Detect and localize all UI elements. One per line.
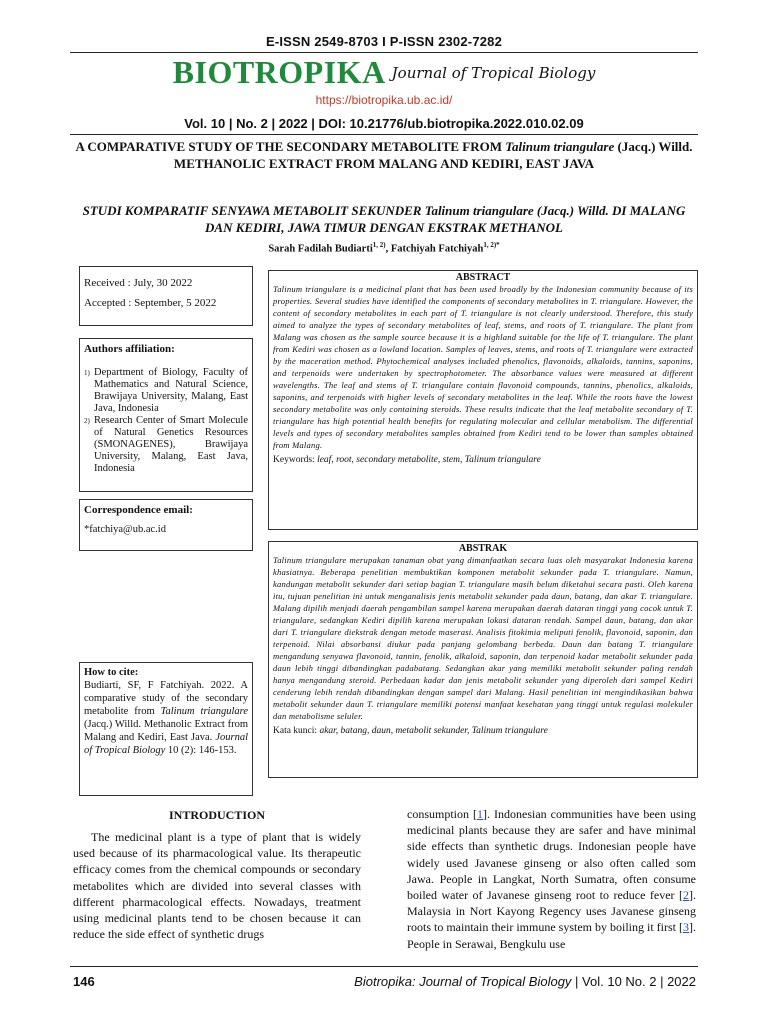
kata-kunci-label: Kata kunci:: [273, 726, 320, 736]
cite-part1: Budiarti, SF, F Fatchiyah. 2022. A comparative study of the secondary metabolite from: [84, 680, 248, 717]
footer-issue: | Vol. 10 No. 2 | 2022: [571, 974, 696, 989]
author-2-affil: 1, 2)*: [483, 241, 500, 249]
article-title-indonesian: STUDI KOMPARATIF SENYAWA METABOLIT SEKUNDER Talinum triangulare (Jacq.) Willd. DI MALANG DAN KEDIRI, JAWA TIMUR DENGAN EKSTRAK METHANOL: [82, 203, 686, 235]
affiliation-heading: Authors affiliation:: [84, 343, 175, 355]
dates-box: [79, 266, 253, 326]
article-title-english: [70, 138, 698, 172]
cite-text: [84, 679, 248, 757]
affiliation-box: [79, 338, 253, 492]
introduction-left-column: The medicinal plant is a type of plant that is widely used because of its pharmacological value. Its therapeutic efficacy comes from the chemical compounds or secondary metabolites which are divided into several classes with different pharmacological effects. Nowadays, treatment using medicinal plants tend to be chosen because it can reduce the side effect of synthetic drugs: [73, 830, 361, 942]
keywords-list: leaf, root, secondary metabolite, stem, Talinum triangulare: [317, 455, 541, 465]
author-separator: ,: [385, 243, 391, 255]
intro-right-part4: ]. People in Serawai, Bengkulu use: [407, 920, 696, 951]
intro-right-part1: consumption [: [407, 807, 478, 821]
author-line: [70, 241, 698, 255]
correspondence-email[interactable]: *fatchiya@ub.ac.id: [84, 524, 166, 535]
intro-right-part3: ]. Malaysia in Nort Kayong Regency uses Javanese ginseng roots to maintain their immune system by boiling it first [: [407, 888, 696, 935]
title-en-species: Talinum triangulare: [505, 139, 615, 154]
footer-rule: [70, 966, 698, 967]
cite-species: Talinum triangulare: [160, 706, 248, 717]
title-en-part1: A COMPARATIVE STUDY OF THE SECONDARY METABOLITE FROM: [75, 139, 506, 154]
abstract-box: [268, 270, 698, 530]
footer-journal: [354, 974, 696, 989]
abstrak-keywords: [273, 726, 693, 736]
abstrak-body: Talinum triangulare merupakan tanaman obat yang dimanfaatkan secara luas oleh masyarakat Indonesia karena khasiatnya. Beberapa penelitian membuktikan komponen metabolit sekunder pada T. triangulare. Namun, kandungan metabolit sekunder dari setiap bagian T. triangulare masih belum diketahui secara pasti. Oleh karena itu, tujuan penelitian ini untuk menganalisis jenis metabolit sekunder pada daun, batang, dan akar T. triangulare. Malang dipilih menjadi daerah pengambilan sampel karena merupakan daerah dataran tinggi yang cocok untuk T. triangulare, sedangkan Kediri dipilih karena merupakan lokasi dataran rendah. Sampel daun, batang, dan akar dari T. triangulare diekstrak dengan metode maserasi. Analisis fitokimia meliputi fenolik, flavonoid, saponin, dan terpenoid. Nilai absorbansi diukur pada panjang gelombang berbeda. Daun dan batang T. triangulare mengandung senyawa flavonoid, tannin, fenolik, alkaloid, saponin, dan terpenoid kadar metabolit sekunder pada daun lebih tinggi dibandingkan padabatang. Sedangkan akar yang memiliki metabolit sekunder paling rendah hanya mengandung steroid. Perbedaan kadar dan jenis metabolit sekunder yang diperoleh dari sampel Kediri cenderung lebih rendah dibandingkan dengan sampel dari Malang. Hasil penelitian ini mengindikasikan bahwa metabolit sekunder daun T. triangulare memiliki potensi manfaat kesehatan yang tinggi untuk regulasi molekuler dan metabolisme seluler.: [273, 555, 693, 721]
footer-journal-name: Biotropika: Journal of Tropical Biology: [354, 974, 572, 989]
correspondence-box: [79, 499, 253, 551]
intro-right-part2: ]. Indonesian communities have been using medicinal plants because they are safer and have minimal side effects than synthetic drugs. Indonesian people have widely used Javanese ginseng or also often called som Jawa. People in Langkat, North Sumatra, often consume boiled water of Javanese ginseng root to reduce fever [: [407, 807, 697, 903]
title-en-part2: (Jacq.) Willd. METHANOLIC EXTRACT FROM MALANG AND KEDIRI, EAST JAVA: [173, 139, 693, 171]
affiliation-1-num: 1): [84, 369, 90, 377]
issn-line: E-ISSN 2549-8703 I P-ISSN 2302-7282: [265, 34, 503, 49]
abstract-keywords: [273, 455, 693, 465]
cite-journal: Journal of Tropical Biology: [84, 732, 248, 756]
introduction-right-column: [407, 806, 696, 952]
affiliation-2-text: Research Center of Smart Molecule of Natural Genetics Resources (SMONAGENES), Brawijaya University, Malang, East Java, Indonesia: [94, 415, 248, 474]
author-1: Sarah Fadilah Budiarti: [268, 243, 373, 255]
reference-link-1[interactable]: 1: [477, 807, 484, 821]
reference-link-2[interactable]: 2: [683, 888, 689, 903]
volume-doi-line: Vol. 10 | No. 2 | 2022 | DOI: 10.21776/ub.biotropika.2022.010.02.09: [184, 116, 584, 131]
page-number: 146: [73, 974, 95, 989]
kata-kunci-list: akar, batang, daun, metabolit sekunder, Talinum triangulare: [319, 726, 548, 736]
keywords-label: Keywords:: [273, 455, 318, 465]
journal-brand: BIOTROPIKA: [172, 54, 386, 90]
cite-part3: 10 (2): 146-153.: [165, 745, 237, 756]
accepted-date: Accepted : September, 5 2022: [84, 297, 217, 309]
received-date: Received : July, 30 2022: [84, 277, 193, 289]
affiliation-2: [84, 415, 248, 475]
abstrak-box: [268, 541, 698, 778]
how-to-cite-box: [79, 662, 253, 796]
abstract-body: Talinum triangulare is a medicinal plant that has been used broadly by the Indonesian community because of its properties. Several studies have identified the components of secondary metabolites in T. triangulare. However, the content of secondary metabolites in each part of T. triangulare is not clearly understood. Therefore, this study aimed to analyze the types of secondary metabolites of leaf, stems, and roots of T. triangulare. The plant from Malang was chosen as the sample source because it is a highland suitable for the life of T. triangulare. The plant from Kediri was chosen as a lowland location. Samples of leaves, stems, and roots of T. triangulare were extracted by the maceration method. Phytochemical analyses included phenolics, flavonoids, alkaloids, tannins, saponins, and terpenoids were undertaken by spectrophotometer. The absorbance values were measured at different wavelengths. The leaf and stems of T. triangulare contain flavonoid compounds, tannins, phenolics, alkaloids, saponins, and terpenoids with higher levels of secondary metabolites in the leaf. While the roots have the lowest secondary metabolite was only containing steroids. These results indicate that the leaf metabolite secondary of T. triangulare has high potential health benefits for regulating molecular and cellular metabolism. The differential levels and types of secondary metabolites samples obtained from Kediri tend to be lower than samples obtained from Malang.: [273, 284, 693, 450]
header-rule-bottom: [70, 134, 698, 135]
header-rule-top: [70, 52, 698, 53]
affiliation-1-text: Department of Biology, Faculty of Mathematics and Natural Science, Brawijaya University, Malang, East Java, Indonesia: [94, 367, 248, 414]
cite-part2: (Jacq.) Willd. Methanolic Extract from Malang and Kediri, East Java.: [84, 719, 248, 743]
journal-subtitle: Journal of Tropical Biology: [391, 63, 596, 82]
reference-link-3[interactable]: 3: [683, 920, 689, 935]
author-2: Fatchiyah Fatchiyah: [390, 243, 484, 255]
affiliation-1: [84, 367, 248, 415]
cite-heading: How to cite:: [84, 667, 139, 678]
introduction-heading: INTRODUCTION: [168, 808, 265, 822]
journal-logo: [0, 54, 768, 91]
affiliation-2-num: 2): [84, 417, 90, 425]
author-1-affil: 1, 2): [372, 241, 386, 249]
abstrak-heading: ABSTRAK: [458, 543, 508, 554]
journal-url-link[interactable]: https://biotropika.ub.ac.id/: [315, 93, 453, 107]
correspondence-heading: Correspondence email:: [84, 504, 193, 516]
abstract-heading: ABSTRACT: [455, 272, 511, 283]
